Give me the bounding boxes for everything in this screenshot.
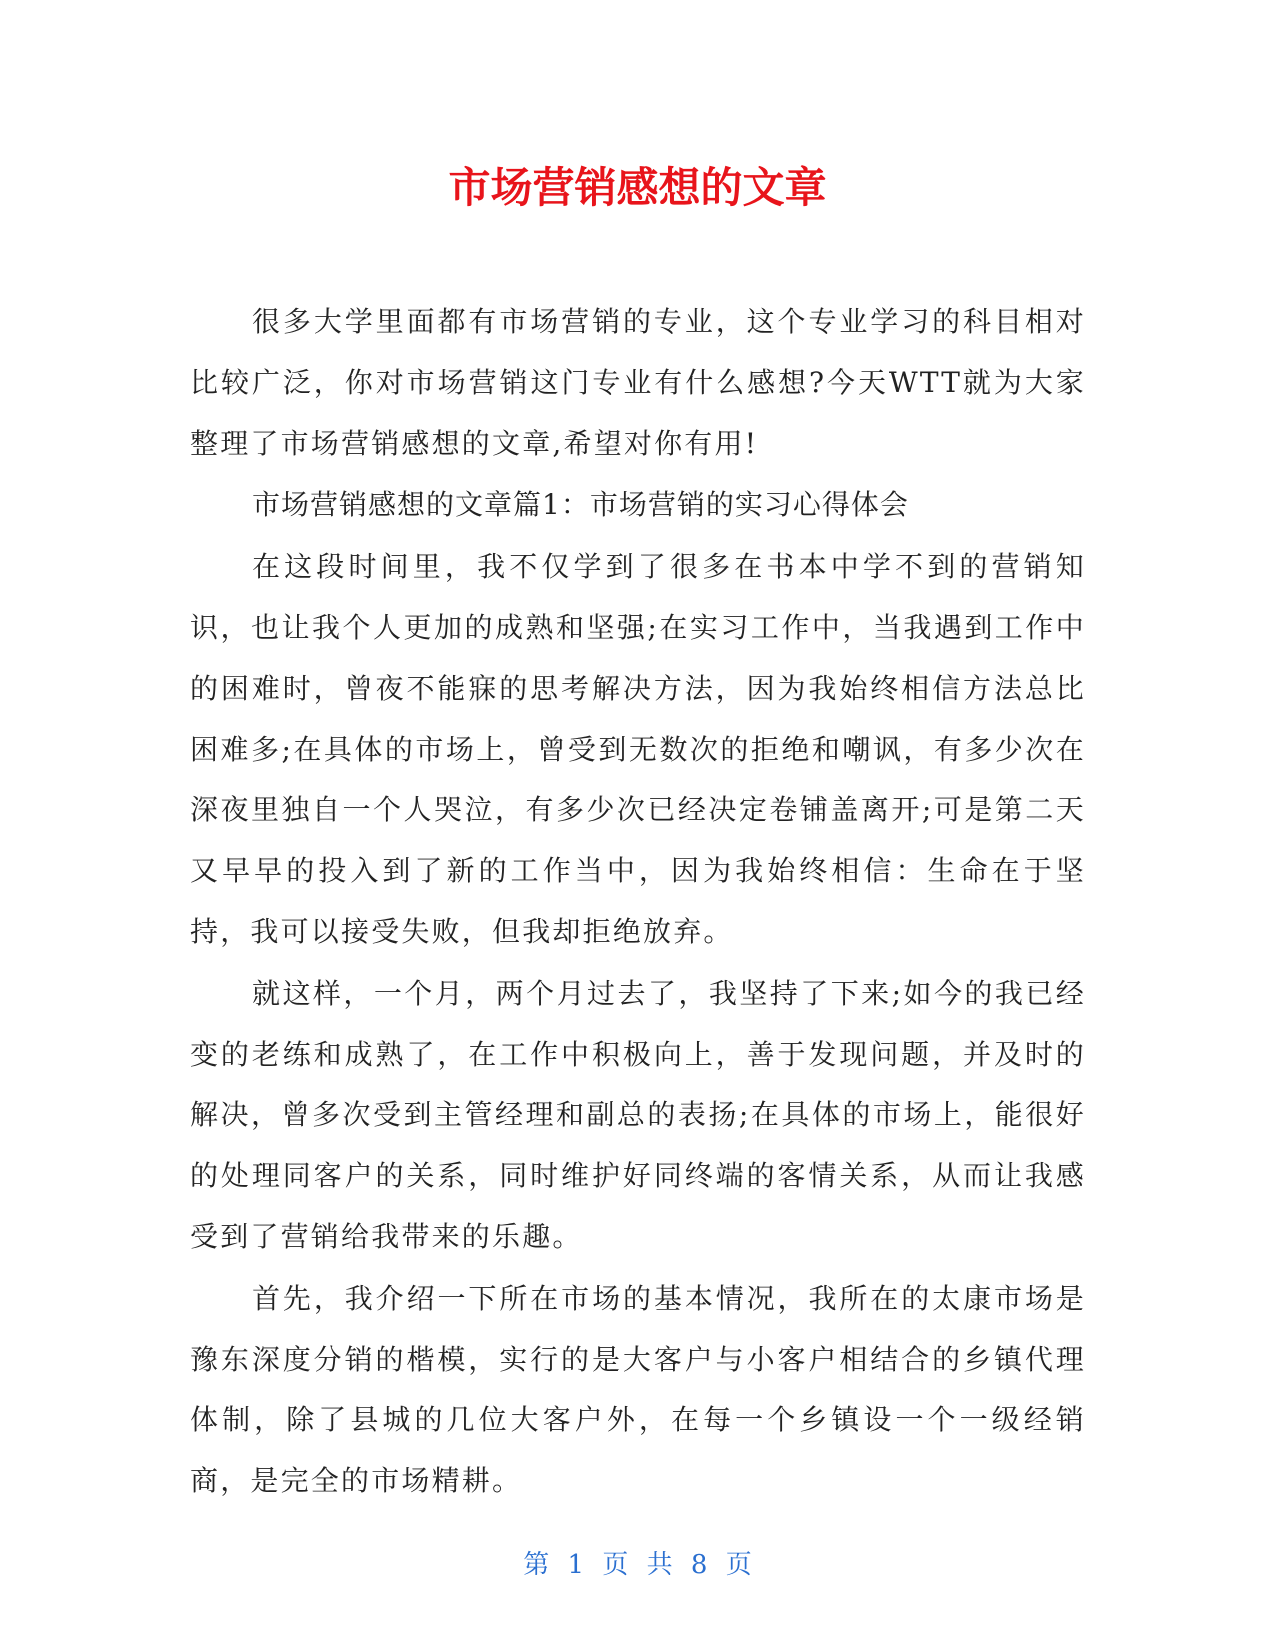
page-footer: 第 1 页 共 8 页 <box>523 1550 752 1580</box>
paragraph-market: 首先，我介绍一下所在市场的基本情况，我所在的太康市场是豫东深度分销的楷模，实行的是大客户与小客户相结合的乡镇代理体制，除了县城的几位大客户外，在每一个乡镇设一个一级经销商，是完全的市场精耕。 <box>190 1281 1086 1498</box>
section-heading: 市场营销感想的文章篇1：市场营销的实习心得体会 <box>252 488 909 522</box>
document-title: 市场营销感想的文章 <box>448 163 827 212</box>
document-body <box>190 292 1086 1513</box>
paragraph-intro: 很多大学里面都有市场营销的专业，这个专业学习的科目相对比较广泛，你对市场营销这门专业有什么感想?今天WTT就为大家整理了市场营销感想的文章,希望对你有用! <box>190 305 1086 460</box>
paragraph-experience: 在这段时间里，我不仅学到了很多在书本中学不到的营销知识，也让我个人更加的成熟和坚强;在实习工作中，当我遇到工作中的困难时，曾夜不能寐的思考解决方法，因为我始终相信方法总比困难多;在具体的市场上，曾受到无数次的拒绝和嘲讽，有多少次在深夜里独自一个人哭泣，有多少次已经决定卷铺盖离开;可是第二天又早早的投入到了新的工作当中，因为我始终相信：生命在于坚持，我可以接受失败，但我却拒绝放弃。 <box>190 550 1086 948</box>
paragraph-progress: 就这样，一个月，两个月过去了，我坚持了下来;如今的我已经变的老练和成熟了，在工作中积极向上，善于发现问题，并及时的解决，曾多次受到主管经理和副总的表扬;在具体的市场上，能很好的处理同客户的关系，同时维护好同终端的客情关系，从而让我感受到了营销给我带来的乐趣。 <box>190 976 1086 1253</box>
